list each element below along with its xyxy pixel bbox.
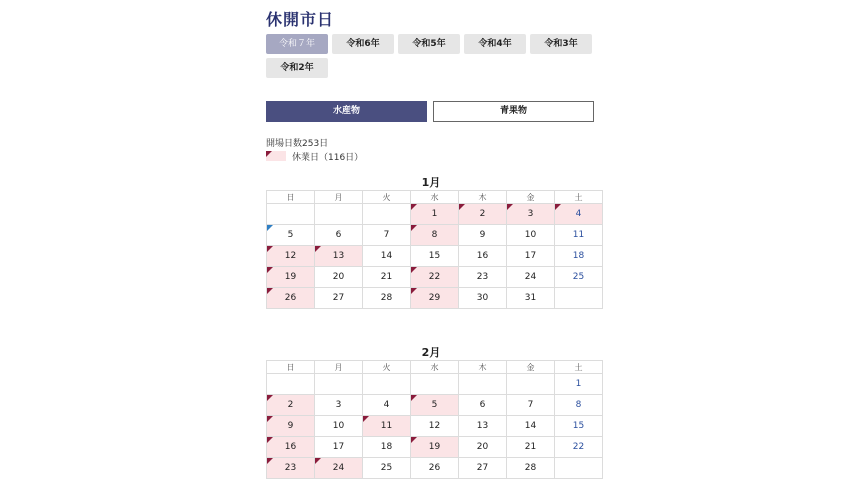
calendar-day: 20 [315, 267, 363, 288]
weekday-thu: 木 [459, 361, 507, 374]
calendar-day: 7 [363, 225, 411, 246]
calendar-week-row [267, 204, 603, 225]
weekday-sun: 日 [267, 191, 315, 204]
year-tab-reiwa7[interactable]: 令和７年 [266, 34, 328, 54]
weekday-sat: 土 [555, 191, 603, 204]
calendar-week-row [267, 437, 603, 458]
legend-label: 休業日（116日） [292, 153, 364, 163]
weekday-wed: 水 [411, 361, 459, 374]
calendar-day-holiday: 13 [315, 246, 363, 267]
calendar-day-empty [267, 204, 315, 225]
calendar-table [266, 360, 603, 479]
weekday-header-row [267, 191, 603, 204]
calendar-day-holiday: 2 [459, 204, 507, 225]
calendar-day: 31 [507, 288, 555, 309]
weekday-fri: 金 [507, 361, 555, 374]
calendar-day-empty [555, 288, 603, 309]
calendar-week-row [267, 225, 603, 246]
calendar-day-holiday: 19 [267, 267, 315, 288]
calendar-week-row [267, 416, 603, 437]
calendar-day: 24 [507, 267, 555, 288]
open-days-count: 開場日数253日 [266, 139, 329, 149]
calendar-day-holiday: 4 [555, 204, 603, 225]
calendar-day: 17 [507, 246, 555, 267]
calendar-day: 22 [555, 437, 603, 458]
calendar-day-holiday: 9 [267, 416, 315, 437]
calendar-day: 17 [315, 437, 363, 458]
calendar-day-holiday: 3 [507, 204, 555, 225]
calendar-day: 7 [507, 395, 555, 416]
calendar-day: 25 [555, 267, 603, 288]
year-tab-reiwa6[interactable]: 令和6年 [332, 34, 394, 54]
calendar-day-holiday: 12 [267, 246, 315, 267]
calendar-day: 30 [459, 288, 507, 309]
calendar-day: 11 [555, 225, 603, 246]
calendar-day: 28 [363, 288, 411, 309]
calendar-day: 14 [507, 416, 555, 437]
weekday-wed: 水 [411, 191, 459, 204]
calendar-week-row [267, 458, 603, 479]
calendar-day: 18 [555, 246, 603, 267]
tab-seafood[interactable]: 水産物 [266, 101, 427, 122]
calendar-week-row [267, 246, 603, 267]
calendar-day: 21 [363, 267, 411, 288]
calendar-day: 26 [411, 458, 459, 479]
calendar-week-row [267, 374, 603, 395]
weekday-tue: 火 [363, 361, 411, 374]
calendar-day: 10 [315, 416, 363, 437]
calendar-day-empty [315, 204, 363, 225]
calendar-day: 13 [459, 416, 507, 437]
calendar-week-row [267, 395, 603, 416]
calendar-week-row [267, 288, 603, 309]
weekday-sun: 日 [267, 361, 315, 374]
calendar-day-empty [507, 374, 555, 395]
calendar-table [266, 190, 603, 309]
calendar-day-holiday: 5 [411, 395, 459, 416]
weekday-mon: 月 [315, 191, 363, 204]
month-title: 2月 [421, 346, 441, 359]
calendar-day-empty [315, 374, 363, 395]
calendar-day: 27 [315, 288, 363, 309]
calendar-day: 6 [459, 395, 507, 416]
calendar-day: 1 [555, 374, 603, 395]
calendar-day-empty [459, 374, 507, 395]
year-tab-reiwa3[interactable]: 令和3年 [530, 34, 592, 54]
calendar-day: 4 [363, 395, 411, 416]
calendar-day-holiday: 24 [315, 458, 363, 479]
calendar-day-holiday: 26 [267, 288, 315, 309]
year-tab-reiwa4[interactable]: 令和4年 [464, 34, 526, 54]
calendar-day: 27 [459, 458, 507, 479]
calendar-day-empty [363, 374, 411, 395]
calendar-day: 16 [459, 246, 507, 267]
calendar-day-empty [267, 374, 315, 395]
calendar-day-empty [363, 204, 411, 225]
calendar-day: 10 [507, 225, 555, 246]
calendar-day: 15 [555, 416, 603, 437]
calendar-day: 23 [459, 267, 507, 288]
calendar-day: 5 [267, 225, 315, 246]
weekday-tue: 火 [363, 191, 411, 204]
year-tab-reiwa5[interactable]: 令和5年 [398, 34, 460, 54]
calendar-day-holiday: 11 [363, 416, 411, 437]
calendar-day: 25 [363, 458, 411, 479]
calendar-day-holiday: 29 [411, 288, 459, 309]
calendar-day: 18 [363, 437, 411, 458]
calendar-day: 8 [555, 395, 603, 416]
holiday-swatch [266, 151, 286, 161]
calendar-day: 3 [315, 395, 363, 416]
calendar-day-holiday: 23 [267, 458, 315, 479]
calendar-day: 14 [363, 246, 411, 267]
calendar-week-row [267, 267, 603, 288]
calendar-day-holiday: 8 [411, 225, 459, 246]
year-tab-reiwa2[interactable]: 令和2年 [266, 58, 328, 78]
calendar-day: 9 [459, 225, 507, 246]
weekday-header-row [267, 361, 603, 374]
page-title: 休開市日 [266, 10, 335, 29]
calendar-day: 28 [507, 458, 555, 479]
calendar-day-holiday: 16 [267, 437, 315, 458]
calendar-day: 21 [507, 437, 555, 458]
calendar-day-holiday: 19 [411, 437, 459, 458]
calendar-day-holiday: 22 [411, 267, 459, 288]
calendar-day-holiday: 1 [411, 204, 459, 225]
calendar-day-holiday: 2 [267, 395, 315, 416]
weekday-fri: 金 [507, 191, 555, 204]
calendar-day: 15 [411, 246, 459, 267]
month-title: 1月 [421, 176, 441, 189]
weekday-sat: 土 [555, 361, 603, 374]
calendar-day: 6 [315, 225, 363, 246]
weekday-thu: 木 [459, 191, 507, 204]
calendar-day-empty [555, 458, 603, 479]
calendar-day: 20 [459, 437, 507, 458]
calendar-day: 12 [411, 416, 459, 437]
weekday-mon: 月 [315, 361, 363, 374]
calendar-day-empty [411, 374, 459, 395]
tab-produce[interactable]: 青果物 [433, 101, 594, 122]
